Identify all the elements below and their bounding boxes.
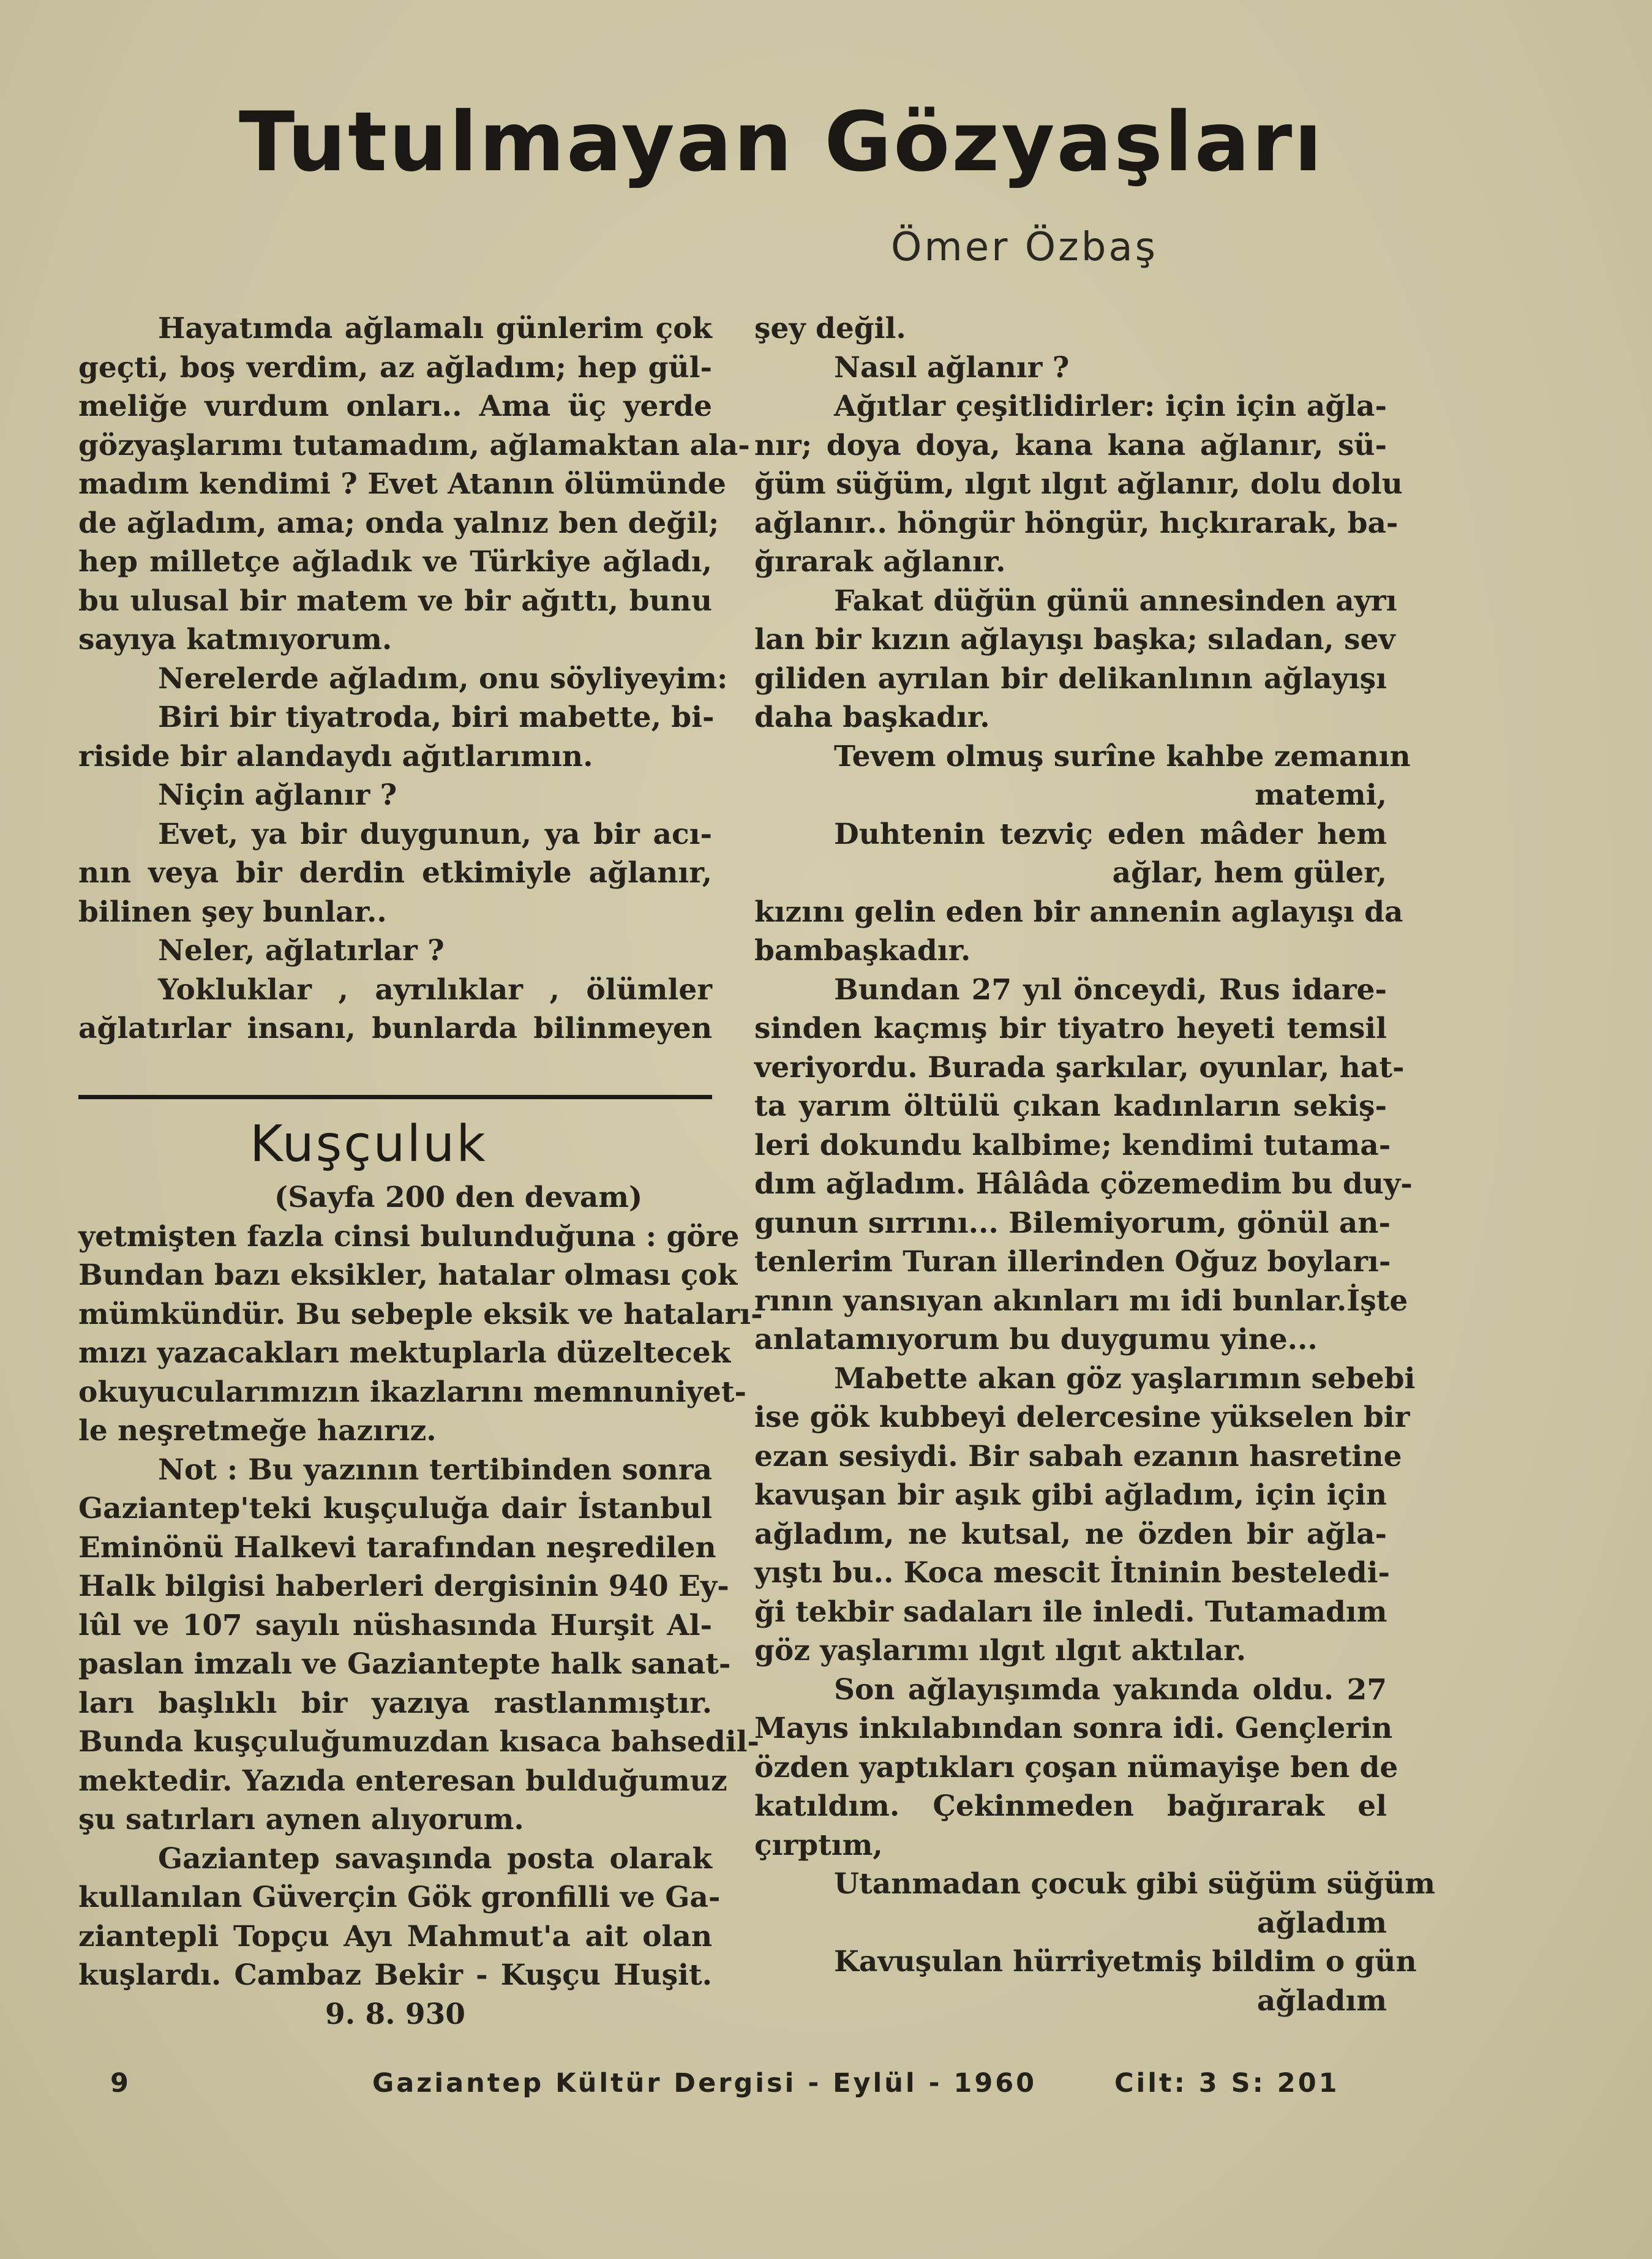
article-title: Tutulmayan Gözyaşları <box>239 94 1324 190</box>
text-line: ezan sesiydi. Bir sabah ezanın hasretine <box>754 1439 1402 1473</box>
verse-line: ağladım <box>1256 1906 1387 1940</box>
text-line: Yokluklar , ayrılıklar , ölümler <box>158 972 712 1007</box>
text-line: mümkündür. Bu sebeple eksik ve hataları- <box>78 1297 763 1331</box>
text-line: Halk bilgisi haberleri dergisinin 940 Ey- <box>78 1569 729 1603</box>
text-line: mektedir. Yazıda enteresan bulduğumuz <box>78 1764 727 1798</box>
publication-name: Gaziantep Kültür Dergisi - Eylül - 1960 <box>372 2068 1037 2099</box>
verse-line: ağladım <box>1256 1983 1387 2018</box>
text-line: okuyucularımızın ikazlarını memnuniyet- <box>78 1375 746 1409</box>
text-line: katıldım. Çekinmeden bağırarak el <box>754 1789 1387 1823</box>
text-line: kullanılan Güverçin Gök gronfilli ve Ga- <box>78 1881 721 1914</box>
verse-line: Tevem olmuş surîne kahbe zemanın <box>834 739 1411 773</box>
text-line: şu satırları aynen alıyorum. <box>78 1803 524 1836</box>
text-line: veriyordu. Burada şarkılar, oyunlar, hat- <box>754 1050 1405 1084</box>
verse-line: Utanmadan çocuk gibi süğüm süğüm <box>834 1867 1435 1901</box>
text-line: de ağladım, ama; onda yalnız ben değil; <box>78 506 719 540</box>
text-line: yetmişten fazla cinsi bulunduğuna : göre <box>78 1219 740 1254</box>
issue-info: Cilt: 3 S: 201 <box>1114 2068 1340 2099</box>
text-line: madım kendimi ? Evet Atanın ölümünde <box>78 467 726 501</box>
text-line: sayıya katmıyorum. <box>78 623 392 656</box>
text-line: Evet, ya bir duygunun, ya bir acı- <box>158 817 712 851</box>
text-line: çırptım, <box>754 1828 883 1862</box>
text-line: ağlatırlar insanı, bunlarda bilinmeyen <box>78 1012 712 1045</box>
verse-line: Duhtenin tezviç eden mâder hem <box>834 817 1387 851</box>
text-line: dım ağladım. Hâlâda çözemedim bu duy- <box>754 1167 1413 1201</box>
text-line: Gaziantep savaşında posta olarak <box>158 1841 712 1876</box>
text-line: Son ağlayışımda yakında oldu. 27 <box>834 1672 1387 1707</box>
page-number: 9 <box>110 2068 131 2099</box>
right-column <box>754 309 1435 2020</box>
text-line: Niçin ağlanır ? <box>158 778 397 812</box>
text-line: Neler, ağlatırlar ? <box>158 934 445 968</box>
text-line: sinden kaçmış bir tiyatro heyeti temsil <box>754 1012 1387 1045</box>
text-line: Hayatımda ağlamalı günlerim çok <box>158 312 712 345</box>
text-line: leri dokundu kalbime; kendimi tutama- <box>754 1128 1391 1162</box>
text-line: geçti, boş verdim, az ağladım; hep gül- <box>78 350 712 385</box>
text-line: gunun sırrını... Bilemiyorum, gönül an- <box>754 1206 1391 1240</box>
text-line: ğırarak ağlanır. <box>754 545 1006 579</box>
text-line: anlatamıyorum bu duygumu yine... <box>754 1323 1318 1356</box>
text-line: rının yansıyan akınları mı idi bunlar.İşte <box>754 1284 1408 1318</box>
text-line: göz yaşlarımı ılgıt ılgıt aktılar. <box>754 1634 1247 1667</box>
text-line: bu ulusal bir matem ve bir ağıttı, bunu <box>78 584 712 618</box>
text-line: meliğe vurdum onları.. Ama üç yerde <box>78 389 712 423</box>
article-author: Ömer Özbaş <box>891 225 1158 270</box>
text-line: Bundan 27 yıl önceydi, Rus idare- <box>834 972 1387 1007</box>
text-line: Eminönü Halkevi tarafından neşredilen <box>78 1530 716 1565</box>
text-line: Mayıs inkılabından sonra idi. Gençlerin <box>754 1712 1393 1745</box>
text-line: özden yaptıkları çoşan nümayişe ben de <box>754 1750 1399 1784</box>
verse-line: Kavuşulan hürriyetmiş bildim o gün <box>834 1945 1417 1979</box>
text-line: yıştı bu.. Koca mescit İtninin besteledi- <box>754 1556 1391 1590</box>
section-title: Kuşçuluk <box>250 1115 487 1173</box>
text-line: ği tekbir sadaları ile inledi. Tutamadım <box>754 1595 1387 1629</box>
date-line: 9. 8. 930 <box>325 1997 465 2031</box>
text-line: hep milletçe ağladık ve Türkiye ağladı, <box>78 545 712 579</box>
text-line: kızını gelin eden bir annenin aglayışı da <box>754 895 1403 929</box>
text-line: ğüm süğüm, ılgıt ılgıt ağlanır, dolu dolu <box>754 467 1403 501</box>
text-line: kuşlardı. Cambaz Bekir - Kuşçu Huşit. <box>78 1958 712 1992</box>
text-line: Bundan bazı eksikler, hatalar olması çok <box>78 1258 738 1292</box>
text-line: ziantepli Topçu Ayı Mahmut'a ait olan <box>78 1919 712 1953</box>
text-line: bilinen şey bunlar.. <box>78 895 387 929</box>
text-line: Gaziantep'teki kuşçuluğa dair İstanbul <box>78 1492 712 1525</box>
text-line: ağlanır.. höngür höngür, hıçkırarak, ba- <box>754 506 1399 540</box>
text-line: Not : Bu yazının tertibinden sonra <box>158 1453 712 1487</box>
text-line: ta yarım öltülü çıkan kadınların sekiş- <box>754 1089 1387 1123</box>
text-line: Nerelerde ağladım, onu söyliyeyim: <box>158 661 728 696</box>
left-column <box>78 309 750 1048</box>
text-line: şey değil. <box>754 312 906 345</box>
text-line: Bunda kuşçuluğumuzdan kısaca bahsedil- <box>78 1725 759 1759</box>
text-line: ağladım, ne kutsal, ne özden bir ağla- <box>754 1517 1387 1551</box>
text-line: daha başkadır. <box>754 701 990 734</box>
text-line: bambaşkadır. <box>754 934 971 968</box>
text-line: lûl ve 107 sayılı nüshasında Hurşit Al- <box>78 1608 712 1642</box>
text-line: giliden ayrılan bir delikanlının ağlayışı <box>754 661 1387 696</box>
text-line: Fakat düğün günü annesinden ayrı <box>834 584 1397 618</box>
text-line: ları başlıklı bir yazıya rastlanmıştır. <box>78 1686 712 1720</box>
text-line: le neşretmeğe hazırız. <box>78 1414 437 1448</box>
text-line: Mabette akan göz yaşlarımın sebebi <box>834 1361 1416 1396</box>
verse-line: matemi, <box>1255 778 1387 812</box>
text-line: gözyaşlarımı tutamadım, ağlamaktan ala- <box>78 428 750 462</box>
continued-note: (Sayfa 200 den devam) <box>274 1181 643 1214</box>
section-column <box>78 1178 763 2034</box>
text-line: lan bir kızın ağlayışı başka; sıladan, sev <box>754 623 1395 656</box>
verse-line: ağlar, hem güler, <box>1112 856 1387 890</box>
text-line: kavuşan bir aşık gibi ağladım, için için <box>754 1478 1387 1512</box>
text-line: riside bir alandaydı ağıtlarımın. <box>78 739 593 773</box>
text-line: Nasıl ağlanır ? <box>834 350 1070 385</box>
section-divider <box>78 1095 712 1099</box>
text-line: nır; doya doya, kana kana ağlanır, sü- <box>754 428 1387 462</box>
text-line: ise gök kubbeyi delercesine yükselen bir <box>754 1400 1410 1434</box>
text-line: paslan imzalı ve Gaziantepte halk sanat- <box>78 1647 731 1681</box>
text-line: nın veya bir derdin etkimiyle ağlanır, <box>78 856 712 890</box>
text-line: tenlerim Turan illerinden Oğuz boyları- <box>754 1245 1391 1279</box>
text-line: Biri bir tiyatroda, biri mabette, bi- <box>158 701 715 734</box>
text-line: Ağıtlar çeşitlidirler: için için ağla- <box>834 389 1387 423</box>
text-line: mızı yazacakları mektuplarla düzeltecek <box>78 1336 731 1370</box>
